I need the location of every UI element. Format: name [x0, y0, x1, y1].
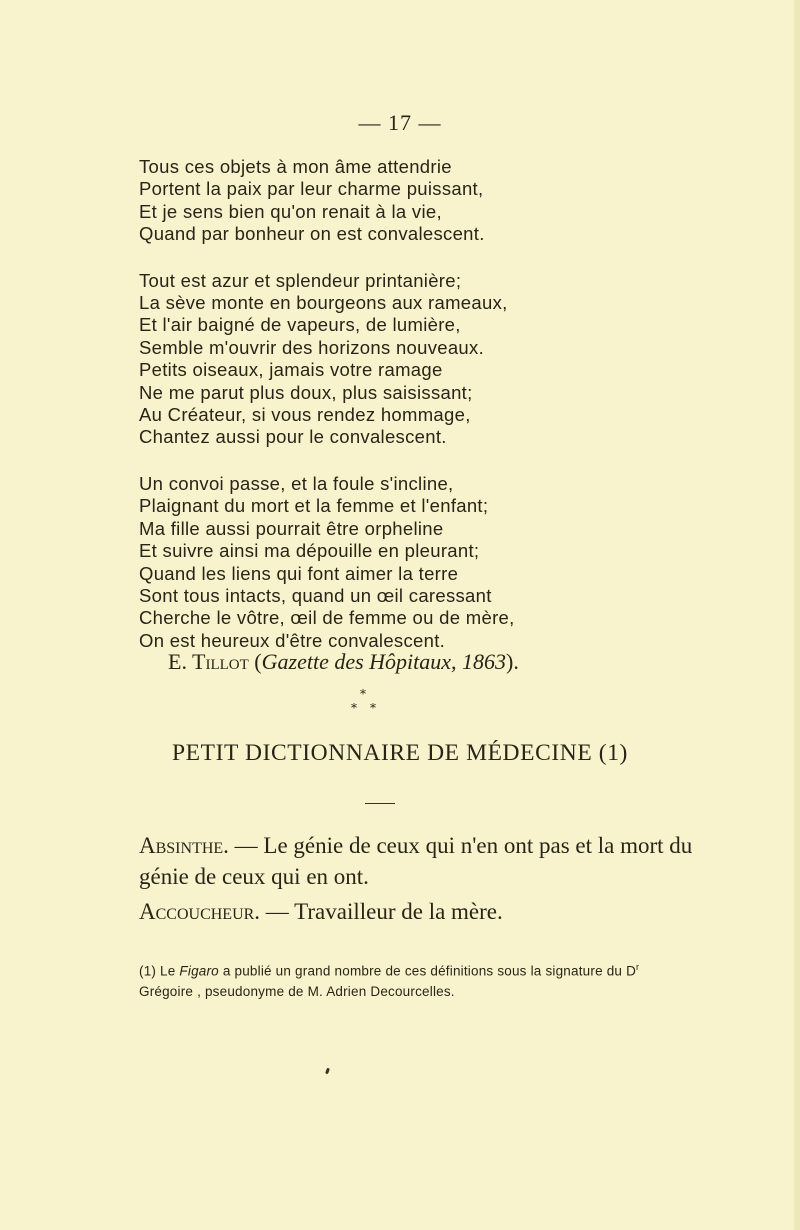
poem-line: Plaignant du mort et la femme et l'enfant; — [139, 495, 489, 517]
poem-line: Petits oiseaux, jamais votre ramage — [139, 359, 443, 381]
poem-line: Ne me parut plus doux, plus saisissant; — [139, 381, 473, 403]
footnote-part: (1) Le — [139, 963, 180, 979]
asterism-star: * — [370, 701, 376, 715]
section-title: PETIT DICTIONNAIRE DE MÉDECINE (1) — [172, 740, 628, 766]
attribution-close: ). — [506, 649, 519, 674]
poem-line: Et l'air baigné de vapeurs, de lumière, — [139, 314, 461, 336]
footnote-part: a publié un grand nombre de ces définitions sous la signature du D — [218, 963, 637, 979]
poem-line: Ma fille aussi pourrait être orpheline — [139, 517, 444, 539]
asterism-star: * — [360, 687, 366, 701]
attribution-source: Gazette des Hôpitaux, 1863 — [261, 649, 507, 674]
poem-line: Au Créateur, si vous rendez hommage, — [139, 404, 471, 426]
entry-term: Absinthe. — [139, 833, 229, 858]
poem-line: Portent la paix par leur charme puissant, — [139, 178, 484, 200]
poem-line: Et je sens bien qu'on renait à la vie, — [139, 200, 442, 222]
poem-line: Quand les liens qui font aimer la terre — [139, 562, 459, 584]
poem-line: Tous ces objets à mon âme attendrie — [139, 156, 452, 177]
poem-line: Et suivre ainsi ma dépouille en pleurant; — [139, 540, 480, 562]
poem-line: Tout est azur et splendeur printanière; — [139, 269, 462, 291]
poem-line: Sont tous intacts, quand un œil caressant — [139, 584, 492, 606]
poem — [139, 156, 515, 676]
asterism-divider — [340, 688, 390, 728]
dictionary-entries — [139, 830, 739, 931]
dictionary-entry — [139, 896, 739, 927]
poem-line: Un convoi passe, et la foule s'incline, — [139, 472, 454, 494]
poem-line: Quand par bonheur on est convalescent. — [139, 223, 485, 245]
footnote — [139, 957, 659, 1002]
poem-line: La sève monte en bourgeons aux rameaux, — [139, 292, 508, 314]
footnote-italic: Figaro — [179, 963, 219, 979]
stanza-3 — [139, 473, 515, 652]
entry-term: Accoucheur. — [139, 899, 261, 924]
ink-speck — [325, 1068, 330, 1075]
page-edge — [794, 0, 800, 1230]
asterism-star: * — [351, 701, 357, 715]
stanza-1 — [139, 156, 515, 246]
attribution-author: E. Tillot — [168, 649, 249, 674]
title-rule — [365, 803, 395, 804]
poem-line: Chantez aussi pour le convalescent. — [139, 426, 447, 448]
attribution-open-paren: ( — [248, 649, 262, 674]
dictionary-entry — [139, 830, 739, 892]
entry-definition: — Travailleur de la mère. — [260, 899, 503, 924]
poem-line: Semble m'ouvrir des horizons nouveaux. — [139, 336, 485, 358]
entry-definition: — Le génie de ceux qui n'en ont pas et la mort du génie de ceux qui en ont. — [139, 833, 693, 889]
footnote-part: Grégoire , pseudonyme de M. Adrien Decourcelles. — [139, 983, 455, 999]
page-number: — 17 — — [358, 110, 442, 135]
poem-line: On est heureux d'être convalescent. — [139, 629, 446, 651]
stanza-2 — [139, 270, 515, 449]
poem-attribution — [168, 649, 519, 675]
poem-line: Cherche le vôtre, œil de femme ou de mère, — [139, 607, 515, 629]
footnote-sup: r — [636, 962, 640, 972]
